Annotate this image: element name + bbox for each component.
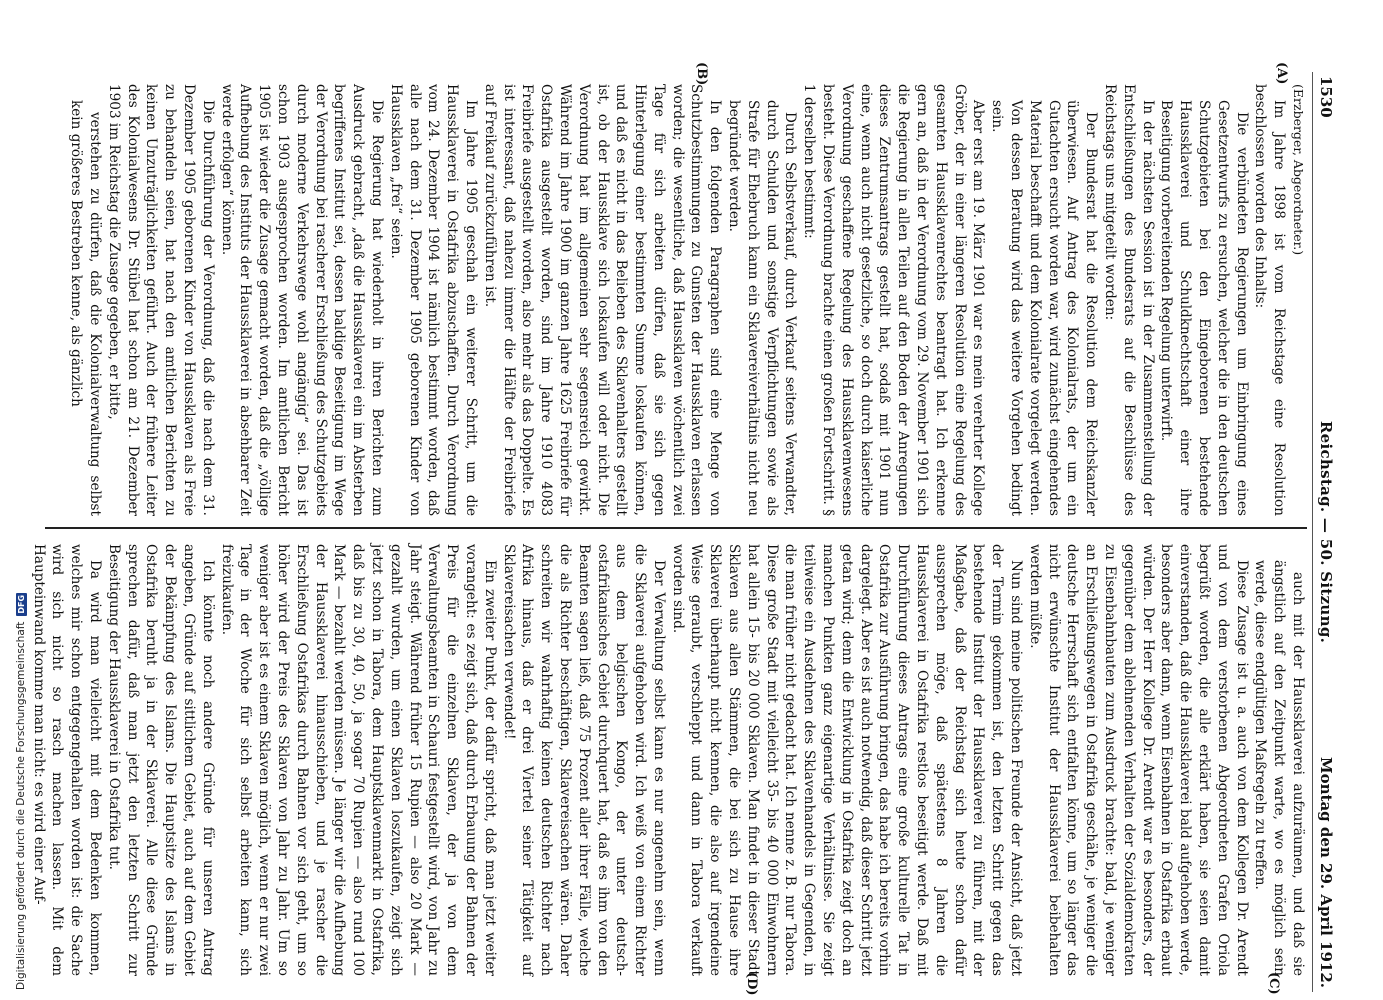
- page-header: [1311, 72, 1337, 992]
- credit-text: Digitalisierung gefördert durch die Deutsche Forschungsgemeinschaft: [15, 621, 27, 990]
- paragraph: Diese Zusage ist u. a. auch von dem Kollegen Dr. Arendt und von dem verstorbenen Abgeordneten Grafen Oriola begrüßt worden, die alle erklärt haben, sie seien damit einverstanden, daß die Haussklaverei bald aufgehoben werde, besonders aber dann, wenn Eisenbahnen in Ostafrika erbaut würden. Der Herr Kollege Dr. Arendt war es besonders, der gegenüber dem ablehnenden Verhalten der Sozialdemokraten zu Eisenbahnbauten zum Ausdruck brachte: bald, je weniger an Erschließungswegen in Ostafrika geschähe, je weniger die deutsche Herrschaft sich entfalten könne, um so länger das nicht erwünschte Institut der Haussklaverei beibehalten werden müßte.: [1026, 544, 1250, 976]
- quoted-paragraph: Die verbündeten Regierungen um Einbringung eines Gesetzentwurfs zu ersuchen, welcher die in den deutschen Schutzgebieten bei den Eingeborenen bestehende Haussklaverei und Schuldknechtschaft einer ihre Beseitigung vorbereitenden Regelung unterwirft.: [1158, 100, 1250, 516]
- session-date: Montag den 29. April 1912.: [1317, 757, 1335, 988]
- page-title: Reichstag. — 50. Sitzung.: [1317, 420, 1335, 644]
- paragraph: Nun sind meine politischen Freunde der Ansicht, daß jetzt der Termin gekommen ist, den letzten Schritt gegen das bestehende Institut der Haussklaverei zu führen, mit der Maßgabe, daß der Reichstag sich heute schon dafür aussprechen möge, daß spätestens 8 Jahren die Haussklaverei in Ostafrika restlos beseitigt werde. Daß mit Durchführung dieses Antrags eine große kulturelle Tat in Ostafrika zur Ausführung bringen, das habe ich bereits vorhin dargelegt. Aber es ist auch notwendig, daß dieser Schritt jetzt getan wird; denn die Entwicklung in Ostafrika zeigt doch an manchen Punkten ganz eigenartige Verhältnisse. Sie zeigt teilweise ein Ausdehnen des Sklavenhandels in Gegenden, in die man früher nicht gedacht hat. Ich nenne z. B. nur Tabora. Diese große Stadt mit vielleicht 35- bis 40 000 Einwohnern hat allein 15- bis 20 000 Sklaven. Man findet in dieser Stadt Sklaven aus allen Stämmen, die bei sich zu Hause ihre Sklaverei überhaupt nicht kennen, die also auf irgendeine Weise geraubt, verschleppt und dann in Tabora verkauft worden sind.: [669, 544, 1025, 976]
- paragraph: Im Jahre 1905 geschah ein weiterer Schritt, um die Haussklaverei in Ostafrika abzuschaffen. Durch Verordnung vom 24. Dezember 1904 ist nämlich bestimmt worden, daß alle nach dem 31. Dezember 1905 geborenen Kinder von Haussklaven „frei“ seien.: [387, 84, 479, 516]
- dfg-logo-icon: DFG: [16, 594, 26, 614]
- paragraph: In der nächsten Session ist in der Zusammenstellung der Entschließungen des Bundesrats auf die Beschlüsse des Reichstags uns mitgeteilt worden:: [1102, 84, 1156, 516]
- quoted-paragraph: Der Bundesrat hat die Resolution dem Reichskanzler überwiesen. Auf Antrag des Kolonialrats, der um ein Gutachten ersucht worden war, wird zunächst eingehendes Material beschafft und dem Kolonialrate vorgelegt werden. Von dessen Beratung wird das weitere Vorgehen bedingt sein.: [989, 100, 1100, 516]
- right-text-column: [30, 544, 1307, 976]
- paragraph: Die Regierung hat wiederholt in ihren Berichten zum Ausdruck gebracht, „daß die Haussklaverei ein im Absterben begriffenes Institut sei, dessen baldige Beseitigung im Wege der Verordnung bei rascherer Erschließung des Schutzgebiets durch moderne Verkehrswege wohl angängig“ sei. Das ist schon 1903 ausgesprochen worden. Im amtlichen Bericht 1905 ist wieder die Zusage gemacht worden, daß die „völlige Aufhebung des Instituts der Haussklaverei in absehbarer Zeit werde erfolgen“ können.: [218, 84, 385, 516]
- paragraph: Da wird man vielleicht mit dem Bedenken kommen, welches mir schon entgegengehalten worden ist: die Sache wird sich nicht so rasch machen lassen. Mit dem Haupteinwand komme man nicht: es wird einer Auf-: [30, 544, 103, 976]
- rotated-newspaper-page: [30, 62, 1337, 996]
- digitization-credit: [14, 0, 28, 990]
- quoted-paragraph: Durch Selbstverkauf, durch Verkauf seitens Verwandter, durch Schulden und sonstige Verpflichtungen sowie als Strafe für Ehebruch kann ein Sklavereiverhältnis nicht neu begründet werden.: [726, 100, 799, 516]
- quoted-paragraph: auch mit der Haussklaverei aufzuräumen, und daß sie ängstlich auf den Zeitpunkt warte, wo es möglich sein werde, diese endgültigen Maßregeln zu treffen.: [1252, 560, 1306, 976]
- margin-letter-d: (D): [744, 972, 759, 996]
- paragraph: Ich könnte noch andere Gründe für unseren Antrag angeben, Gründe auf sittlichem Gebiet, auch auf dem Gebiet der Bekämpfung des Islams. Die Hauptsitze des Islams in Ostafrika beruht ja in der Sklaverei. Alle diese Gründe sprechen dafür, daß man jetzt den letzten Schritt zur Beseitigung der Haussklaverei in Ostafrika tut.: [105, 544, 216, 976]
- margin-letter-a: (A): [1274, 62, 1289, 85]
- paragraph: Die Durchführung der Verordnung, daß die nach dem 31. Dezember 1905 geborenen Kinder von Haussklaven als Freie zu behandeln seien, hat nach den amtlichen Berichten zu keinen Unzuträglichkeiten geführt. Auch der frühere Leiter des Kolonialwesens Dr. Stübel hat schon am 21. Dezember 1903 im Reichstag die Zusage gegeben, er bitte,: [105, 84, 216, 516]
- page-number: 1530: [1317, 76, 1335, 118]
- speaker-line: (Erzberger, Abgeordneter.): [1291, 84, 1306, 256]
- header-rule: [1312, 72, 1313, 992]
- margin-letter-b: (B): [694, 62, 709, 86]
- paragraph: Im Jahre 1898 ist vom Reichstage eine Resolution beschlossen worden des Inhalts:: [1252, 84, 1288, 516]
- column-divider: [45, 527, 1307, 529]
- left-text-column: [47, 84, 1307, 516]
- paragraph: Ein zweiter Punkt, der dafür spricht, daß man jetzt weiter vorangeht: es zeigt sich, daß durch Erbauung der Bahnen der Preis für die einzelnen Sklaven, der ja von dem Verwaltungsbeamten in Schauri festgestellt wird, von Jahr zu Jahr steigt. Während früher 15 Rupien — also 20 Mark — gezahlt wurden, um einen Sklaven loszukaufen, zeigt sich jetzt schon in Tabora, dem Hauptsklavenmarkt in Ostafrika, daß bis zu 30, 40, 50, ja sogar 70 Rupien — also rund 100 Mark — bezahlt werden müssen. Je länger wir die Aufhebung der Haussklaverei hinausschieben, und je rascher die Erschließung Ostafrikas durch Bahnen vor sich geht, um so höher wird der Preis des Sklaven von Jahr zu Jahr. Um so weniger aber ist es einem Sklaven möglich, wenn er nur zwei Tage in der Woche für sich selbst arbeiten kann, sich freizukaufen.: [218, 544, 498, 976]
- paragraph: Der Verwaltung selbst kann es nur angenehm sein, wenn die Sklaverei aufgehoben wird. Ich weiß von einem Richter aus dem belgischen Kongo, der unter deutsch-ostafrikanisches Gebiet durchquert hat, daß es ihm von den Beamten sagen ließ, daß 75 Prozent aller ihrer Fälle, welche die als Richter beschäftigen, Sklavereisachen wären. Daher schreiten wir wahrhaftig keinen deutschen Richter nach Afrika hinaus, daß er drei Viertel seiner Tätigkeit auf Sklavereisachen verwendet!: [500, 544, 667, 976]
- quoted-paragraph: verstehen zu dürfen, daß die Kolonialverwaltung selbst kein größeres Bestreben kenne, als gänzlich: [68, 100, 103, 516]
- margin-letter-c: (C): [1266, 972, 1281, 995]
- paragraph: Aber erst am 19. März 1901 war es mein verehrter Kollege Gröber, der in einer längeren Resolution eine Regelung des gesamten Haussklavenrechtes beantragt hat. Ich erkenne gern an, daß in der Verordnung vom 29. November 1901 sich die Regierung in allen Teilen auf den Boden der Anregungen dieses Zentrumsantrags gestellt hat, sodaß mit 1901 nun eine, wenn auch nicht gesetzliche, so doch durch kaiserliche Verordnung geschaffene Regelung des Haussklavenwesens besteht. Diese Verordnung brachte einen großen Fortschritt. § 1 derselben bestimmt:: [801, 84, 987, 516]
- paragraph: In den folgenden Paragraphen sind eine Menge von Schutzbestimmungen zu Gunsten der Haussklaven erlassen worden; die wesentliche, daß Haussklaven wöchentlich zwei Tage für sich arbeiten dürfen, daß sie sich gegen Hinterlegung einer bestimmten Summe loskaufen können, und daß es nicht in das Belieben des Sklavenhalters gestellt ist, ob der Haussklave sich loskaufen will oder nicht. Die Verordnung hat im allgemeinen sehr segensreich gewirkt. Während im Jahre 1900 im ganzen Jahre 1625 Freibriefe für Ostafrika ausgestellt worden, sind im Jahre 1910 4083 Freibriefe ausgestellt worden, also mehr als das Doppelte. Es ist interessant, daß nahezu immer die Hälfte der Freibriefe auf Freikauf zurückzuführen ist.: [481, 84, 724, 516]
